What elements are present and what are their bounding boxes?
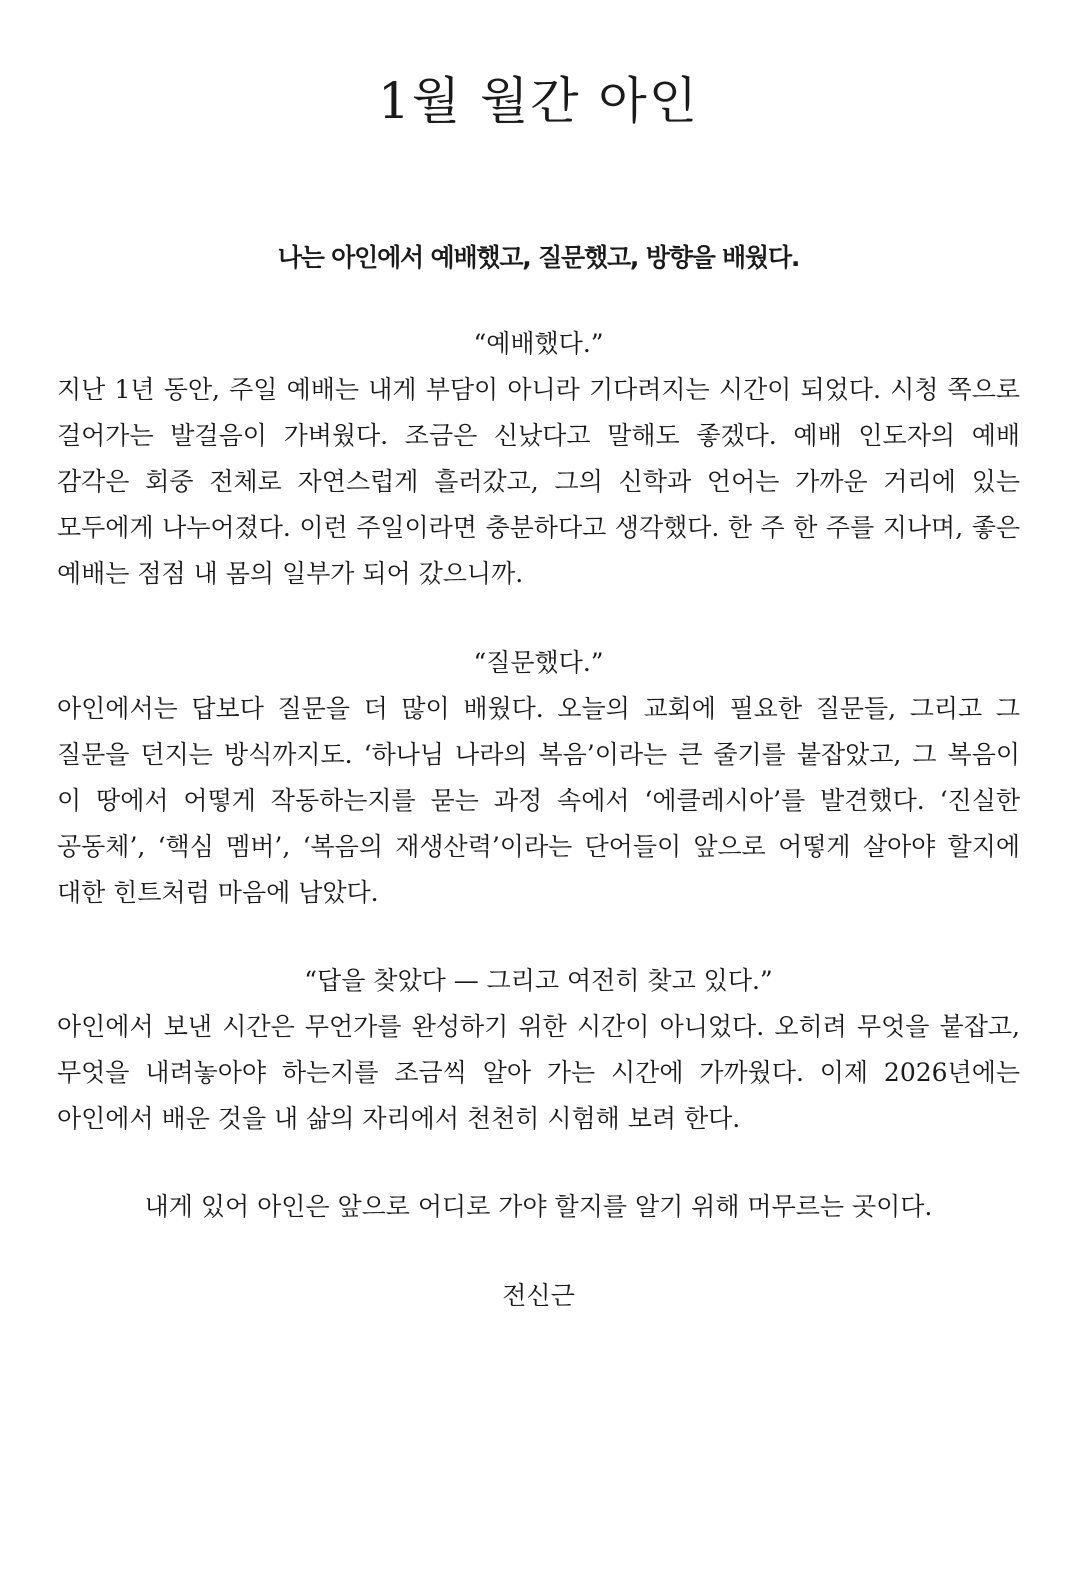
section-questions <box>57 640 1020 916</box>
closing-statement: 내게 있어 아인은 앞으로 어디로 가야 할지를 알기 위해 머무르는 곳이다. <box>144 1192 933 1221</box>
section-heading: “질문했다.” <box>473 648 604 677</box>
section-heading: “예배했다.” <box>473 329 604 358</box>
section-heading: “답을 찾았다 — 그리고 여전히 찾고 있다.” <box>304 966 773 995</box>
author-name: 전신근 <box>502 1281 575 1310</box>
section-body: 지난 1년 동안, 주일 예배는 내게 부담이 아니라 기다려지는 시간이 되었다. 시청 쪽으로 걸어가는 발걸음이 가벼웠다. 조금은 신났다고 말해도 좋겠다. 예배 인도자의 예배 감각은 회중 전체로 자연스럽게 흘러갔고, 그의 신학과 언어는 가까운 거리에 있는 모두에게 나누어졌다. 이런 주일이라면 충분하다고 생각했다. 한 주 한 주를 지나며, 좋은 예배는 점점 내 몸의 일부가 되어 갔으니까. <box>57 375 1020 588</box>
section-answers <box>57 958 1020 1142</box>
section-body: 아인에서는 답보다 질문을 더 많이 배웠다. 오늘의 교회에 필요한 질문들, 그리고 그 질문을 던지는 방식까지도. ‘하나님 나라의 복음’이라는 큰 줄기를 붙잡았고, 그 복음이 이 땅에서 어떻게 작동하는지를 묻는 과정 속에서 ‘에클레시아’를 발견했다. ‘진실한 공동체’, ‘핵심 멤버’, ‘복음의 재생산력’이라는 단어들이 앞으로 어떻게 살아야 할지에 대한 힌트처럼 마음에 남았다. <box>57 694 1020 907</box>
document-subtitle: 나는 아인에서 예배했고, 질문했고, 방향을 배웠다. <box>277 243 800 272</box>
section-worship <box>57 321 1020 597</box>
section-body: 아인에서 보낸 시간은 무언가를 완성하기 위한 시간이 아니었다. 오히려 무엇을 붙잡고, 무엇을 내려놓아야 하는지를 조금씩 알아 가는 시간에 가까웠다. 이제 2026년에는 아인에서 배운 것을 내 삶의 자리에서 천천히 시험해 보려 한다. <box>57 1012 1020 1133</box>
document-title: 1월 월간 아인 <box>377 72 700 130</box>
